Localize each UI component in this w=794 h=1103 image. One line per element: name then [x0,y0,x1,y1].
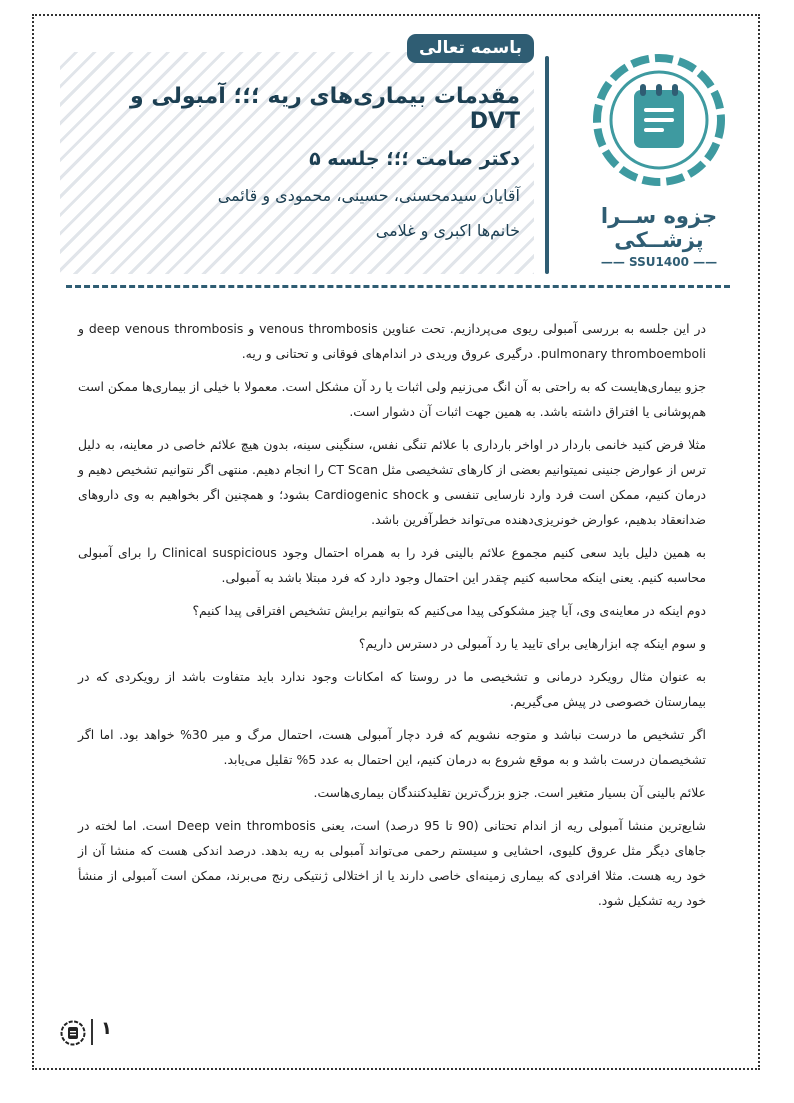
logo-line-1: جزوه ســرا [600,204,718,228]
header-panel [60,38,534,274]
paragraph: به عنوان مثال رویکرد درمانی و تشخیصی ما در روستا که امکانات وجود ندارد باید متفاوت باشد از رویکردی که در بیمارستان خصوصی در پیش می‌گیریم. [78,669,706,709]
paragraph: و سوم اینکه چه ابزارهایی برای تایید یا رد آمبولی در دسترس داریم؟ [358,636,706,651]
paragraph: اگر تشخیص ما درست نباشد و متوجه نشویم که فرد دچار آمبولی هست، احتمال مرگ و میر 30% خواهد بود. اما اگر تشخیصمان درست باشد و به موقع شروع به درمان کنیم، این احتمال به عدد 5% تقلیل می‌یابد. [78,727,706,767]
basmeh-badge: باسمه تعالی [407,34,534,63]
paragraph: به همین دلیل باید سعی کنیم مجموع علائم بالینی فرد را به همراه احتمال وجود Clinical suspicious را برای آمبولی محاسبه کنیم. یعنی اینکه محاسبه کنیم چقدر این احتمال وجود دارد که فرد مبتلا باشد به آمبولی. [78,545,706,585]
paragraph: علائم بالینی آن بسیار متغیر است. جزو بزرگ‌ترین تقلیدکنندگان بیماری‌هاست. [313,785,706,800]
header-separator [66,285,730,288]
paragraph: مثلا فرض کنید خانمی باردار در اواخر بارداری با علائم تنگی نفس، سنگینی سینه، بدون هیچ علائم خاصی در معاینه، به دلیل ترس از عوارض جنینی نمیتوانیم بعضی از کارهای تشخیصی مثل CT Scan را انجام دهیم. منتهی اگر نتوانیم تشخیص دهیم و درمان کنیم، ممکن است فرد وارد نارسایی تنفسی و Cardiogenic shock بشود؛ و همچنین اگر بخواهیم به وی داروهای ضدانعقاد بدهیم، عوارض خونریزی‌دهنده می‌تواند خطرآفرین باشد. [78,437,707,527]
body-text [78,316,706,921]
paragraph: در این جلسه به بررسی آمبولی ریوی می‌پردازیم. تحت عناوین venous thrombosis و deep venous thrombosis و pulmonary thromboemboli. درگیری عروق وریدی در اندام‌های فوقانی و تحتانی و ریه. [78,321,706,361]
notepad-icon [584,50,734,200]
session-subtitle: دکتر صامت ؛؛؛ جلسه ۵ [309,148,520,170]
authors-women: خانم‌ها اکبری و غلامی [375,221,520,240]
logo [584,50,734,280]
page-title: مقدمات بیماری‌های ریه ؛؛؛ آمبولی و DVT [130,84,520,134]
paragraph: جزو بیماری‌هایست که به راحتی به آن انگ می‌زنیم ولی اثبات یا رد آن مشکل است. معمولا با خیلی از بیماری‌ها ممکن است هم‌پوشانی یا افتراق داشته باشد. به همین جهت اثبات آن دشوار است. [78,379,706,419]
logo-text [584,204,734,252]
logo-year: —— SSU1400 —— [600,255,718,269]
footer-divider [91,1019,93,1045]
logo-line-2: پزشــکی [614,228,704,252]
paragraph: دوم اینکه در معاینه‌ی وی، آیا چیز مشکوکی پیدا می‌کنیم که بتوانیم برایش تشخیص افتراقی پیدا کنیم؟ [192,603,706,618]
page-number: ۱ [101,1018,112,1039]
footer-notepad-icon [60,1020,86,1046]
header-divider [545,56,549,274]
paragraph: شایع‌ترین منشا آمبولی ریه از اندام تحتانی (90 تا 95 درصد) است، یعنی Deep vein thrombosis است. اما لخته در جاهای دیگر مثل عروق کلیوی، احشایی و سیستم رحمی می‌تواند آمبولی به ریه بدهد. درصد اندکی هست که منشا آن از خود ریه هست. مثلا افرادی که بیماری زمینه‌ای خاصی دارند یا از اختلالی ژنتیکی رنج می‌برند، ممکن است آمبولی از منشأ خود ریه تشکیل شود. [78,818,707,908]
authors-men: آقایان سیدمحسنی، حسینی، محمودی و قائمی [217,186,520,205]
